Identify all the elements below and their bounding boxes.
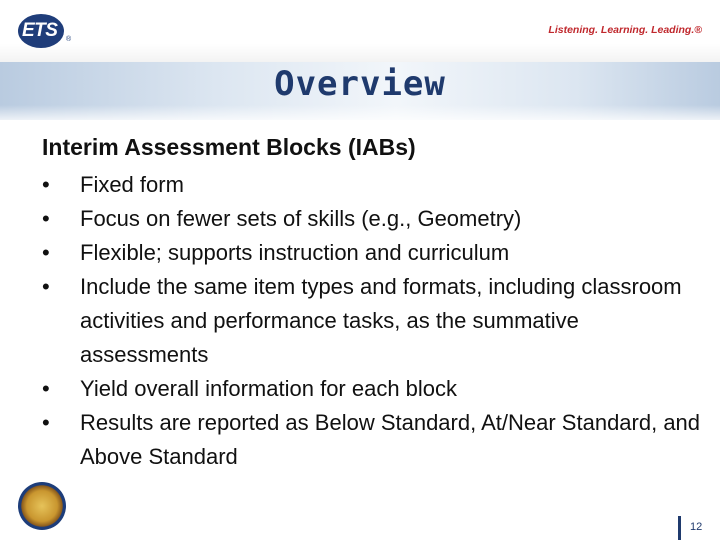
bullet-item xyxy=(42,372,702,406)
bullet-dot: • xyxy=(42,172,50,197)
page-number: 12 xyxy=(690,521,703,533)
bullet-dot: • xyxy=(42,206,50,231)
bullet-text: Yield overall information for each block xyxy=(80,376,458,401)
tagline: Listening. Learning. Leading.® xyxy=(548,24,702,36)
bullet-item xyxy=(42,168,702,202)
bullet-dot: • xyxy=(42,410,50,435)
page-number-divider xyxy=(678,516,681,540)
slide-subtitle: Interim Assessment Blocks (IABs) xyxy=(42,134,416,160)
bullet-item xyxy=(42,202,702,236)
bullet-text: Results are reported as Below Standard, At/Near Standard, and Above Standard xyxy=(80,410,701,469)
bullet-dot: • xyxy=(42,376,50,401)
bullet-item xyxy=(42,406,702,474)
bullet-text: Focus on fewer sets of skills (e.g., Geometry) xyxy=(80,206,522,231)
bullet-text: Include the same item types and formats, including classroom activities and performance tasks, as the summative assessments xyxy=(80,274,682,367)
title-band-fade xyxy=(0,105,720,125)
ets-logo-text: ETS xyxy=(22,20,58,41)
bullet-list xyxy=(42,168,702,474)
bullet-item xyxy=(42,236,702,270)
header-bar xyxy=(0,0,720,62)
bullet-dot: • xyxy=(42,274,50,299)
bullet-item xyxy=(42,270,702,372)
bullet-text: Flexible; supports instruction and curriculum xyxy=(80,240,510,265)
ets-logo xyxy=(18,14,70,50)
slide-title: Overview xyxy=(274,64,446,104)
bullet-text: Fixed form xyxy=(80,172,184,197)
ets-logo-registered: ® xyxy=(66,36,72,43)
state-seal-icon xyxy=(18,482,66,530)
bullet-dot: • xyxy=(42,240,50,265)
